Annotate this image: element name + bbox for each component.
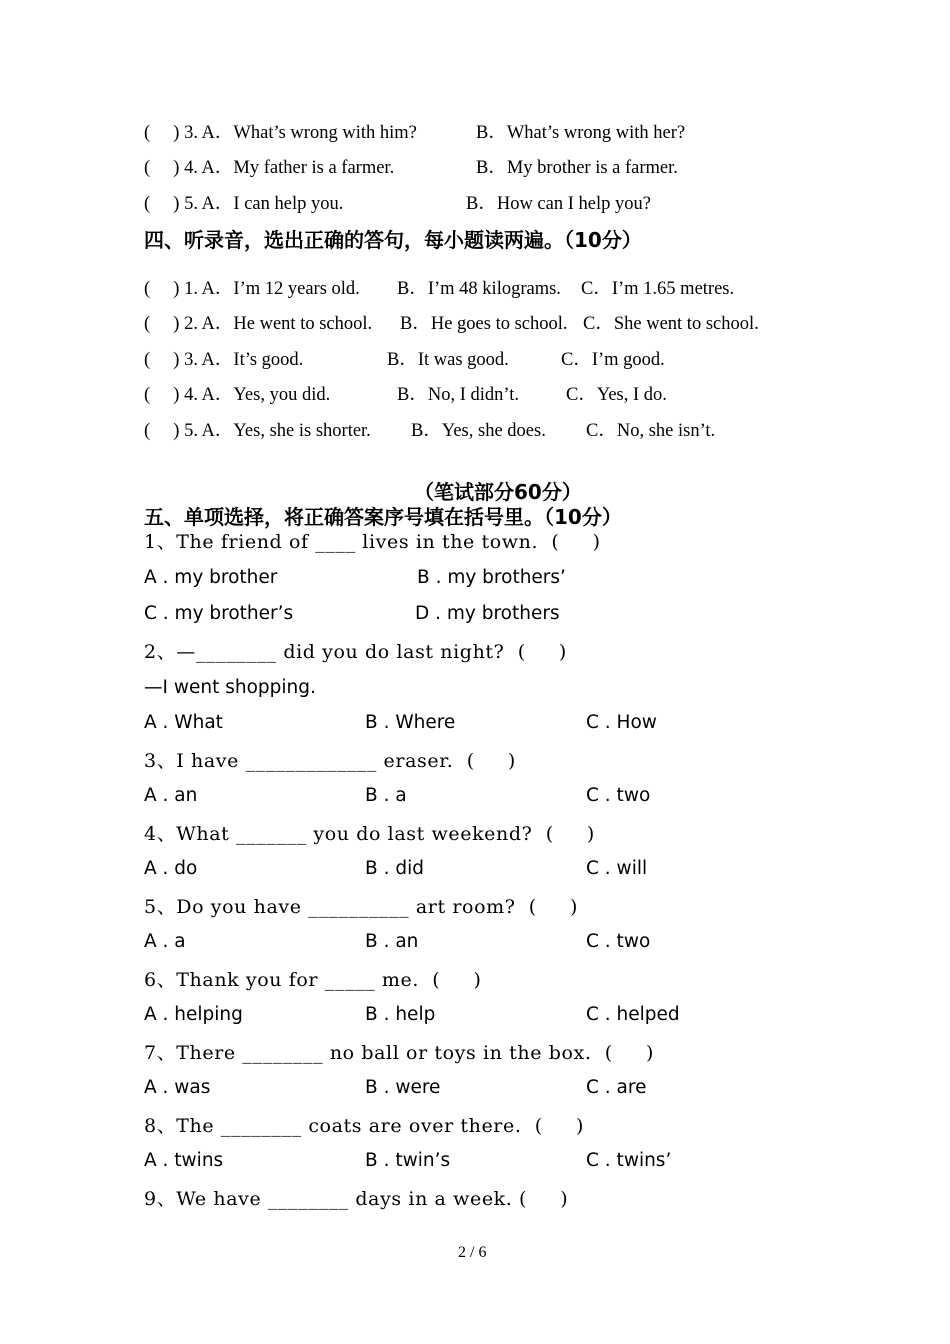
s5-q4-option-c: C . will [586,858,648,879]
s5-q7-stem: 7、There ________ no ball or toys in the box. ( ) [144,1042,654,1064]
s5-q2-option-a: A . What [144,712,223,733]
written-part-title: （笔试部分60分） [414,480,582,504]
s5-q3-stem: 3、I have _____________ eraser. ( ) [144,750,516,772]
listen3-q5-option-b: B．How can I help you? [466,194,651,214]
s4-q3-option-b: B．It was good. [387,350,509,370]
s5-q9-stem: 9、We have ________ days in a week. ( ) [144,1188,569,1210]
s5-q5-option-c: C . two [586,931,651,952]
s5-q5-option-b: B . an [365,931,419,952]
s5-q6-option-a: A . helping [144,1004,243,1025]
s4-q1-option-b: B．I’m 48 kilograms. [397,279,561,299]
listen3-q4-stem: ( ) 4. A．My father is a farmer. [144,158,395,178]
s5-q1-option-c: C . my brother’s [144,603,294,624]
listen3-q3-option-b: B．What’s wrong with her? [476,123,686,143]
s4-q2-option-b: B．He goes to school. [400,314,568,334]
section4-heading: 四、听录音，选出正确的答句，每小题读两遍。（10分） [144,228,642,252]
s5-q7-option-b: B . were [365,1077,441,1098]
s5-q7-option-a: A . was [144,1077,211,1098]
listen3-q4-option-b: B．My brother is a farmer. [476,158,678,178]
s5-q4-stem: 4、What _______ you do last weekend? ( ) [144,823,595,845]
s5-q1-stem: 1、The friend of ____ lives in the town. ( ) [144,531,601,553]
s5-q8-option-a: A . twins [144,1150,224,1171]
s4-q4-option-b: B．No, I didn’t. [397,385,519,405]
s5-q2-option-c: C . How [586,712,657,733]
s5-q5-option-a: A . a [144,931,186,952]
s5-q1-option-d: D . my brothers [415,603,560,624]
s5-q5-stem: 5、Do you have __________ art room? ( ) [144,896,579,918]
s4-q4-option-c: C．Yes, I do. [566,385,667,405]
s5-q6-option-b: B . help [365,1004,436,1025]
s5-q8-option-b: B . twin’s [365,1150,451,1171]
s4-q3-stem: ( ) 3. A．It’s good. [144,350,304,370]
s4-q3-option-c: C．I’m good. [561,350,665,370]
s4-q5-option-b: B．Yes, she does. [411,421,546,441]
s5-q2-stem: 2、—________ did you do last night? ( ) [144,641,567,663]
s5-q1-option-a: A . my brother [144,567,278,588]
s4-q5-option-c: C．No, she isn’t. [586,421,716,441]
s4-q1-option-c: C．I’m 1.65 metres. [581,279,735,299]
s5-q8-stem: 8、The ________ coats are over there. ( ) [144,1115,584,1137]
listen3-q5-stem: ( ) 5. A．I can help you. [144,194,344,214]
s5-q4-option-a: A . do [144,858,198,879]
s5-q3-option-a: A . an [144,785,198,806]
s5-q6-option-c: C . helped [586,1004,680,1025]
s5-q4-option-b: B . did [365,858,424,879]
page-number: 2 / 6 [458,1244,487,1261]
s4-q2-stem: ( ) 2. A．He went to school. [144,314,373,334]
s5-q2-answer-line: —I went shopping. [144,677,316,698]
s4-q1-stem: ( ) 1. A．I’m 12 years old. [144,279,360,299]
s4-q2-option-c: C．She went to school. [583,314,759,334]
s5-q1-option-b: B . my brothers’ [417,567,566,588]
s5-q3-option-b: B . a [365,785,407,806]
s5-q7-option-c: C . are [586,1077,647,1098]
s4-q5-stem: ( ) 5. A．Yes, she is shorter. [144,421,371,441]
s5-q8-option-c: C . twins’ [586,1150,672,1171]
section5-heading: 五、单项选择，将正确答案序号填在括号里。（10分） [144,505,622,529]
s5-q2-option-b: B . Where [365,712,456,733]
listen3-q3-stem: ( ) 3. A．What’s wrong with him? [144,123,417,143]
s4-q4-stem: ( ) 4. A．Yes, you did. [144,385,331,405]
s5-q6-stem: 6、Thank you for _____ me. ( ) [144,969,482,991]
s5-q3-option-c: C . two [586,785,651,806]
